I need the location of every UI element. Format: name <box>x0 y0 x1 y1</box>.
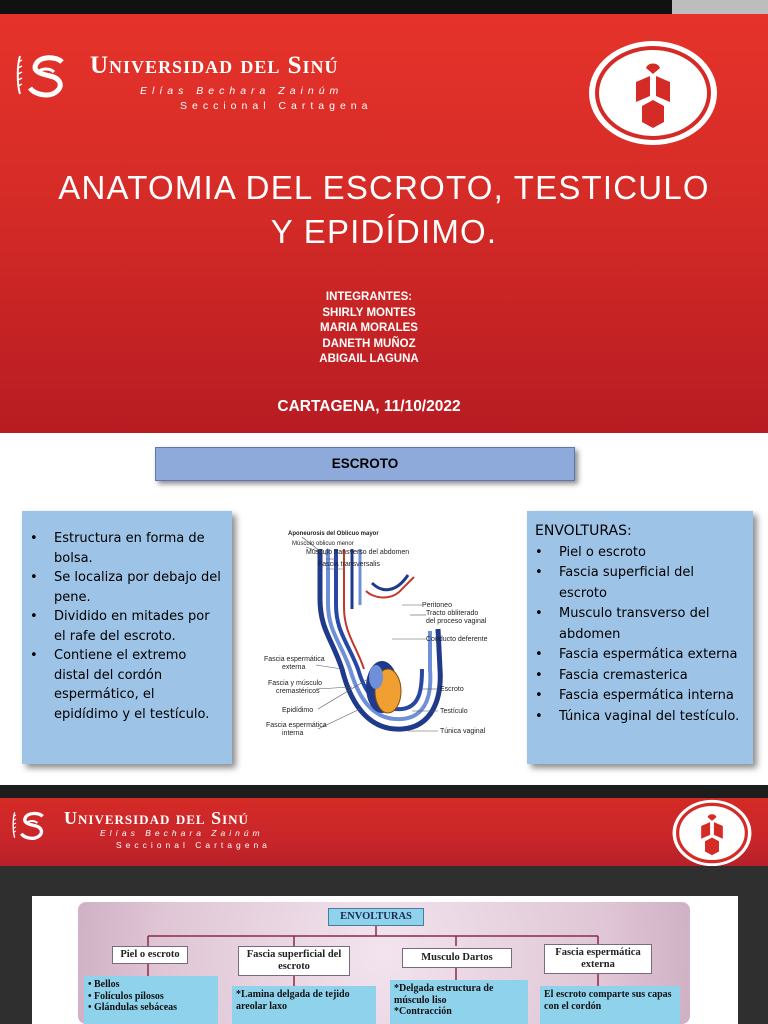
university-name: Universidad del Sinú <box>90 52 339 79</box>
member-name: SHIRLY MONTES <box>322 306 416 319</box>
diagram-label: Escroto <box>440 686 464 693</box>
diagram-label: interna <box>282 730 304 737</box>
envolturas-box <box>527 511 753 764</box>
diagram-label: Músculo transverso del abdomen <box>306 549 410 556</box>
diagram-label: externa <box>282 664 306 671</box>
description-bullet: • Estructura en forma de bolsa. <box>30 529 222 568</box>
concept-map-panel <box>32 896 738 1024</box>
description-bullet: • Dividido en mitades por el rafe del escroto. <box>30 607 222 646</box>
university-name: Universidad del Sinú <box>64 808 249 828</box>
place-and-date: CARTAGENA, 11/10/2022 <box>277 398 461 415</box>
diagram-label: Fascia transversalis <box>318 561 380 568</box>
envolturas-concept-map-slide <box>0 866 768 1024</box>
diagram-label: Fascia espermática <box>266 722 327 729</box>
diagram-label: Peritoneo <box>422 602 452 609</box>
node-musculo-dartos: Musculo Dartos <box>402 948 512 968</box>
title-line-2: Y EPIDÍDIMO. <box>270 213 498 250</box>
member-name: ABIGAIL LAGUNA <box>319 353 419 365</box>
diagram-label: Músculo oblicuo menor <box>292 541 354 547</box>
university-subtitle-campus: Seccional Cartagena <box>180 100 373 112</box>
description-box <box>22 511 232 764</box>
diagram-label: Epidídimo <box>282 707 314 714</box>
info-musculo-dartos: *Delgada estructura de músculo liso *Contracción <box>390 980 528 1024</box>
diagram-label: Fascia y músculo <box>268 680 323 687</box>
diagram-label: Fascia espermática <box>264 656 325 663</box>
presentation-title <box>20 166 748 254</box>
slide-heading-banner: ESCROTO <box>155 447 575 481</box>
node-fascia-superficial: Fascia superficial del escroto <box>238 946 350 976</box>
diagram-label: Tracto obliterado <box>426 610 479 617</box>
envoltura-bullet: • Fascia cremasterica <box>535 666 745 687</box>
university-subtitle-founder: Elías Bechara Zainúm <box>140 85 344 97</box>
member-name: DANETH MUÑOZ <box>322 337 416 350</box>
description-bullet: • Se localiza por debajo del pene. <box>30 568 222 607</box>
envoltura-bullet: • Túnica vaginal del testículo. <box>535 707 745 728</box>
member-name: MARIA MORALES <box>320 322 418 334</box>
members-label: INTEGRANTES: <box>325 291 413 303</box>
envoltura-bullet: • Musculo transverso del abdomen <box>535 604 745 645</box>
diagram-label: Conducto deferente <box>426 636 488 643</box>
diagram-label: Testículo <box>440 708 468 715</box>
title-line-1: ANATOMIA DEL ESCROTO, TESTICULO <box>58 169 710 206</box>
diagram-label: cremastéricos <box>276 688 320 695</box>
university-logo-icon <box>12 808 52 842</box>
info-piel-o-escroto: • Bellos • Folículos pilosos • Glándulas sebáceas <box>84 976 218 1024</box>
scrotum-anatomy-diagram <box>262 519 500 755</box>
slide3-header <box>0 798 768 866</box>
diagram-label: del proceso vaginal <box>426 618 487 625</box>
node-fascia-espermatica-externa: Fascia espermática externa <box>544 944 652 974</box>
top-strip-gray <box>672 0 768 14</box>
university-brand <box>16 44 516 114</box>
university-subtitle-campus: Seccional Cartagena <box>116 840 271 850</box>
diagram-label: Túnica vaginal <box>440 728 486 735</box>
node-piel-o-escroto: Piel o escroto <box>112 946 188 964</box>
title-slide <box>0 14 768 433</box>
concept-map-title: ENVOLTURAS <box>328 908 424 926</box>
envoltura-bullet: • Fascia espermática interna <box>535 686 745 707</box>
diagram-label: Aponeurosis del Oblicuo mayor <box>288 531 379 537</box>
info-fascia-superficial: *Lamina delgada de tejido areolar laxo <box>232 986 376 1024</box>
concept-map <box>78 902 690 1024</box>
university-emblem-icon <box>586 38 720 148</box>
envoltura-bullet: • Fascia espermática externa <box>535 645 745 666</box>
info-fascia-espermatica-externa: El escroto comparte sus capas con el cordón <box>540 986 680 1024</box>
members-list <box>0 290 738 368</box>
envoltura-bullet: • Fascia superficial del escroto <box>535 563 745 604</box>
description-bullet: • Contiene el extremo distal del cordón espermático, el epidídimo y el testículo. <box>30 646 222 724</box>
top-strip <box>0 0 768 14</box>
envolturas-heading: ENVOLTURAS: <box>535 523 632 539</box>
university-emblem-icon <box>666 798 758 868</box>
slide-separator <box>0 785 768 798</box>
escroto-slide <box>0 433 768 785</box>
university-subtitle-founder: Elías Bechara Zainúm <box>100 828 264 838</box>
envoltura-bullet: • Piel o escroto <box>535 543 745 564</box>
university-logo-icon <box>16 52 76 98</box>
